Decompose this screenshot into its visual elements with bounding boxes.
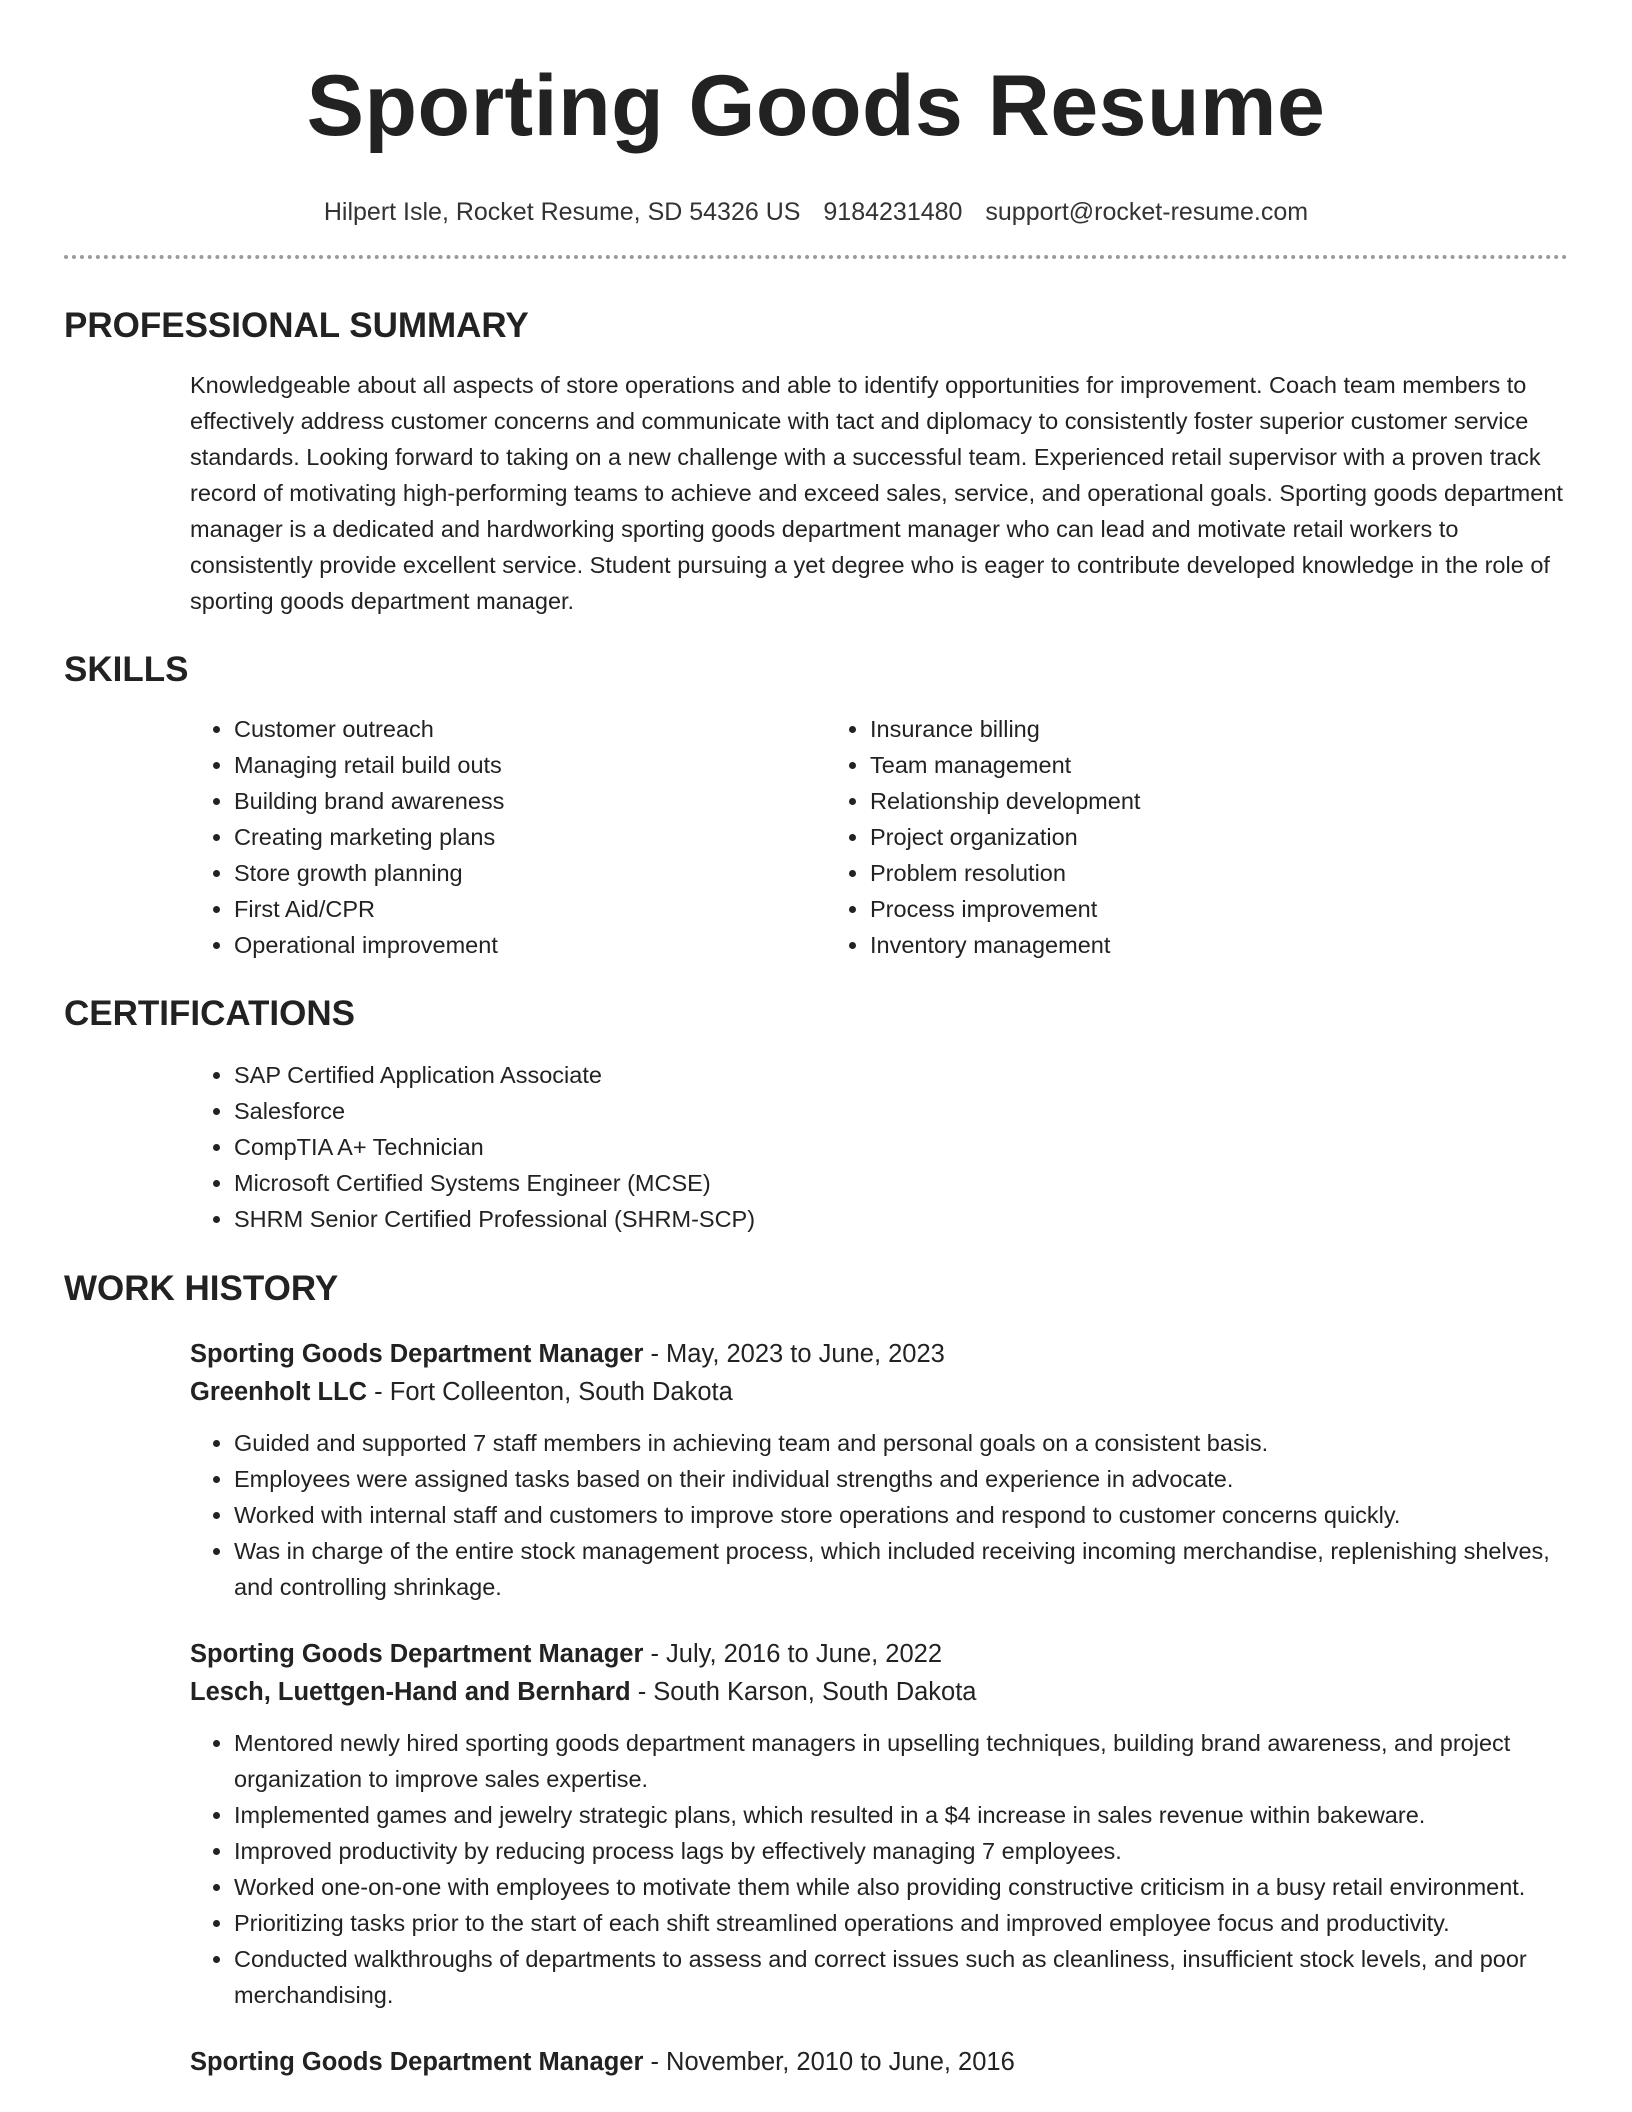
job-bullet-list (190, 1725, 1568, 2013)
header-divider (64, 255, 1568, 259)
skills-right-list (826, 711, 1462, 963)
work-history-heading: WORK HISTORY (64, 1269, 339, 1308)
certification-item: • CompTIA A+ Technician (234, 1129, 1568, 1165)
job-bullets (190, 1725, 1568, 2013)
skill-item: • Operational improvement (234, 927, 826, 963)
job-bullet: • Worked one-on-one with employees to motivate them while also providing constructive criticism in a busy retail environment. (234, 1869, 1568, 1905)
certification-item: • SAP Certified Application Associate (234, 1057, 1568, 1093)
job-bullet: • Mentored newly hired sporting goods department managers in upselling techniques, building brand awareness, and project organization to improve sales expertise. (234, 1725, 1568, 1797)
skills-columns (190, 711, 1568, 963)
job-location: - South Karson, South Dakota (630, 1678, 977, 1706)
job-company: Greenholt LLC (190, 1378, 368, 1406)
job-role: Sporting Goods Department Manager (190, 1640, 644, 1668)
job-role: Sporting Goods Department Manager (190, 1340, 644, 1368)
certifications-heading: CERTIFICATIONS (64, 994, 356, 1033)
resume-header (64, 0, 1568, 228)
skill-item: • Project organization (870, 819, 1462, 855)
skill-item: • Managing retail build outs (234, 747, 826, 783)
job-bullet: • Prioritizing tasks prior to the start of each shift streamlined operations and improved employee focus and productivity. (234, 1905, 1568, 1941)
job-bullet: • Employees were assigned tasks based on their individual strengths and experience in advocate. (234, 1461, 1568, 1497)
skill-item: • Store growth planning (234, 855, 826, 891)
skill-item: • First Aid/CPR (234, 891, 826, 927)
skills-left-list (190, 711, 826, 963)
job-dates: - May, 2023 to June, 2023 (643, 1340, 945, 1368)
job-company: Lesch, Luettgen-Hand and Bernhard (190, 1678, 631, 1706)
skill-item: • Problem resolution (870, 855, 1462, 891)
job-bullet: • Implemented games and jewelry strategic plans, which resulted in a $4 increase in sales revenue within bakeware. (234, 1797, 1568, 1833)
certifications-list (190, 1057, 1568, 1237)
job-location: - Fort Colleenton, South Dakota (367, 1378, 733, 1406)
job-dates: - July, 2016 to June, 2022 (643, 1640, 943, 1668)
skills-heading: SKILLS (64, 650, 189, 689)
job-entry (190, 2043, 1568, 2081)
certification-item: • Salesforce (234, 1093, 1568, 1129)
summary-heading: PROFESSIONAL SUMMARY (64, 306, 529, 345)
job-company-line (190, 1373, 1568, 1411)
summary-text: Knowledgeable about all aspects of store operations and able to identify opportunities for improvement. Coach team members to effectively address customer concerns and communicate with tact and diplomacy to consistently foster superior customer service standards. Looking forward to taking on a new challenge with a successful team. Experienced retail supervisor with a proven track record of motivating high-performing teams to achieve and exceed sales, service, and operational goals. Sporting goods department manager is a dedicated and hardworking sporting goods department manager who can lead and motivate retail workers to consistently provide excellent service. Student pursuing a yet degree who is eager to contribute developed knowledge in the role of sporting goods department manager. (190, 372, 1563, 614)
skill-item: • Process improvement (870, 891, 1462, 927)
skill-item: • Relationship development (870, 783, 1462, 819)
skill-item: • Team management (870, 747, 1462, 783)
job-dates: - November, 2010 to June, 2016 (643, 2048, 1015, 2076)
job-entry (190, 1635, 1568, 2013)
skill-item: • Building brand awareness (234, 783, 826, 819)
certification-item: • Microsoft Certified Systems Engineer (MCSE) (234, 1165, 1568, 1201)
contact-phone: 9184231480 (823, 198, 963, 226)
job-company-line (190, 1673, 1568, 1711)
skill-item: • Insurance billing (870, 711, 1462, 747)
skill-item: • Inventory management (870, 927, 1462, 963)
job-role-line (190, 1335, 1568, 1373)
job-bullets (190, 1425, 1568, 1605)
job-bullet: • Conducted walkthroughs of departments to assess and correct issues such as cleanliness, insufficient stock levels, and poor merchandising. (234, 1941, 1568, 2013)
job-entry (190, 1335, 1568, 1605)
resume-page (64, 0, 1568, 2081)
contact-line (64, 196, 1568, 228)
resume-title: Sporting Goods Resume (306, 58, 1326, 154)
certifications-bullets (190, 1057, 1568, 1237)
job-bullet-list (190, 1425, 1568, 1605)
contact-email: support@rocket-resume.com (985, 198, 1309, 226)
skill-item: • Creating marketing plans (234, 819, 826, 855)
job-role-line (190, 2043, 1568, 2081)
job-bullet: • Improved productivity by reducing process lags by effectively managing 7 employees. (234, 1833, 1568, 1869)
contact-address: Hilpert Isle, Rocket Resume, SD 54326 US (323, 198, 801, 226)
job-role: Sporting Goods Department Manager (190, 2048, 644, 2076)
job-bullet: • Was in charge of the entire stock management process, which included receiving incoming merchandise, replenishing shelves, and controlling shrinkage. (234, 1533, 1568, 1605)
certification-item: • SHRM Senior Certified Professional (SHRM-SCP) (234, 1201, 1568, 1237)
job-bullet: • Guided and supported 7 staff members in achieving team and personal goals on a consistent basis. (234, 1425, 1568, 1461)
skill-item: • Customer outreach (234, 711, 826, 747)
job-role-line (190, 1635, 1568, 1673)
job-bullet: • Worked with internal staff and customers to improve store operations and respond to customer concerns quickly. (234, 1497, 1568, 1533)
